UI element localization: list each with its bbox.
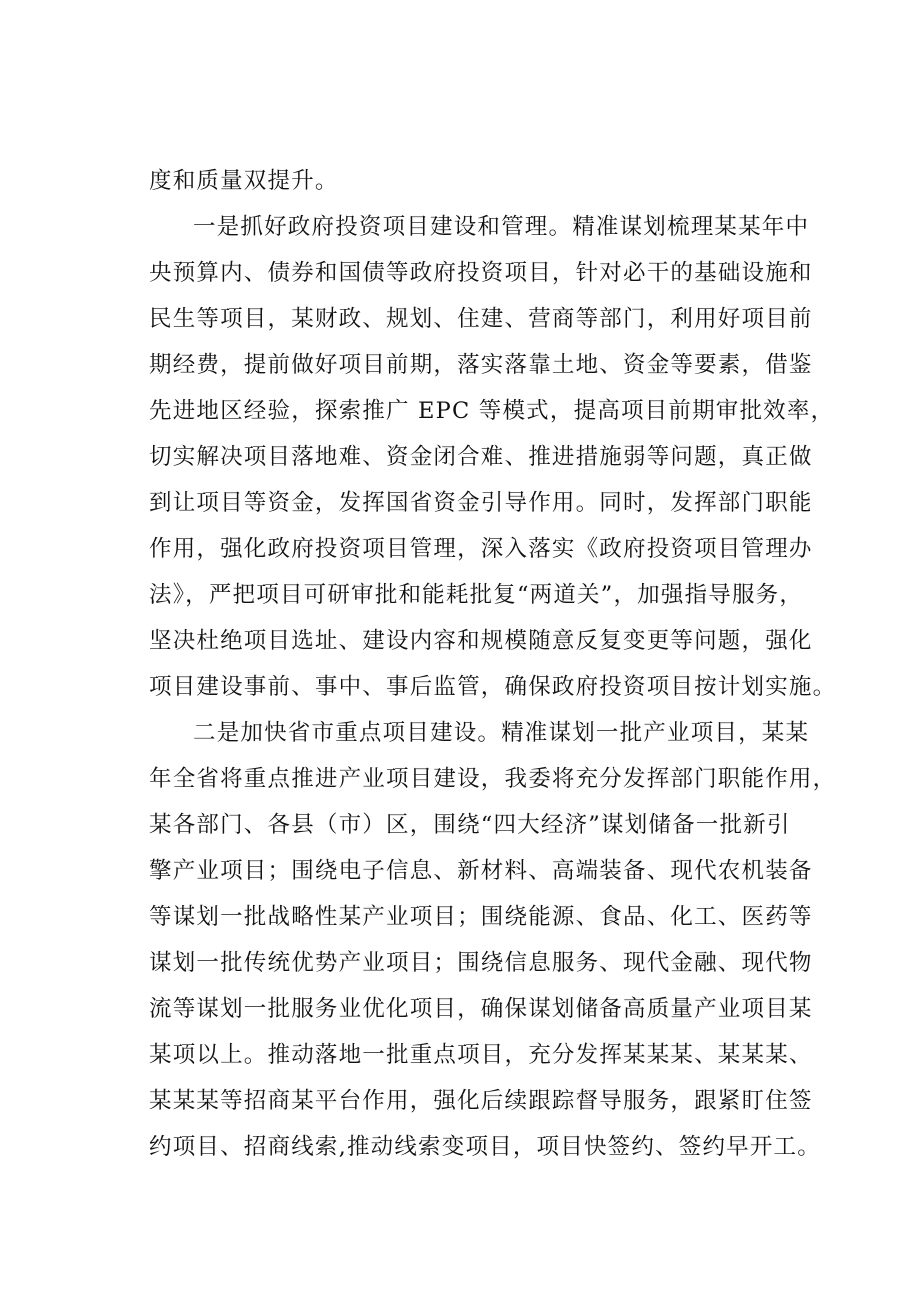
- text-line: 度和质量双提升。: [149, 168, 339, 194]
- text-line: 项目建设事前、事中、事后监管，确保政府投资项目按计划实施。: [149, 674, 837, 700]
- text-line: 央预算内、债券和国债等政府投资项目，针对必干的基础设施和: [149, 260, 813, 286]
- text-line: 流等谋划一批服务业优化项目，确保谋划储备高质量产业项目某: [149, 996, 813, 1022]
- paragraph-1-line: 一是抓好政府投资项目建设和管理。精准谋划梳理某某年中: [193, 214, 810, 240]
- text-line: 到让项目等资金，发挥国省资金引导作用。同时，发挥部门职能: [149, 490, 813, 516]
- text-line: 民生等项目，某财政、规划、住建、营商等部门，利用好项目前: [149, 306, 813, 332]
- text-line: 期经费，提前做好项目前期，落实落靠土地、资金等要素，借鉴: [149, 352, 813, 378]
- text-line: 某某某等招商某平台作用，强化后续跟踪督导服务，跟紧盯住签: [149, 1088, 813, 1114]
- text-line: 法》，严把项目可研审批和能耗批复“两道关”，加强指导服务，: [149, 582, 804, 608]
- text-line: 切实解决项目落地难、资金闭合难、推进措施弱等问题，真正做: [149, 444, 813, 470]
- text-line: 某项以上。推动落地一批重点项目，充分发挥某某某、某某某、: [149, 1042, 813, 1068]
- text-line: 擎产业项目；围绕电子信息、新材料、高端装备、现代农机装备: [149, 858, 813, 884]
- text-line: 谋划一批传统优势产业项目；围绕信息服务、现代金融、现代物: [149, 950, 813, 976]
- text-line: 约项目、招商线索,推动线索变项目，项目快签约、签约早开工。: [149, 1134, 821, 1160]
- text-line: 某各部门、各县（市）区，围绕“四大经济”谋划储备一批新引: [149, 812, 791, 838]
- text-line: 作用，强化政府投资项目管理，深入落实《政府投资项目管理办: [149, 536, 813, 562]
- text-line: 等谋划一批战略性某产业项目；围绕能源、食品、化工、医药等: [149, 904, 813, 930]
- text-line: 坚决杜绝项目选址、建设内容和规模随意反复变更等问题，强化: [149, 628, 813, 654]
- text-line: 先进地区经验，探索推广 EPC 等模式，提高项目前期审批效率，: [149, 398, 835, 424]
- text-line: 年全省将重点推进产业项目建设，我委将充分发挥部门职能作用，: [149, 766, 837, 792]
- paragraph-2-line: 二是加快省市重点项目建设。精准谋划一批产业项目，某某: [193, 720, 810, 746]
